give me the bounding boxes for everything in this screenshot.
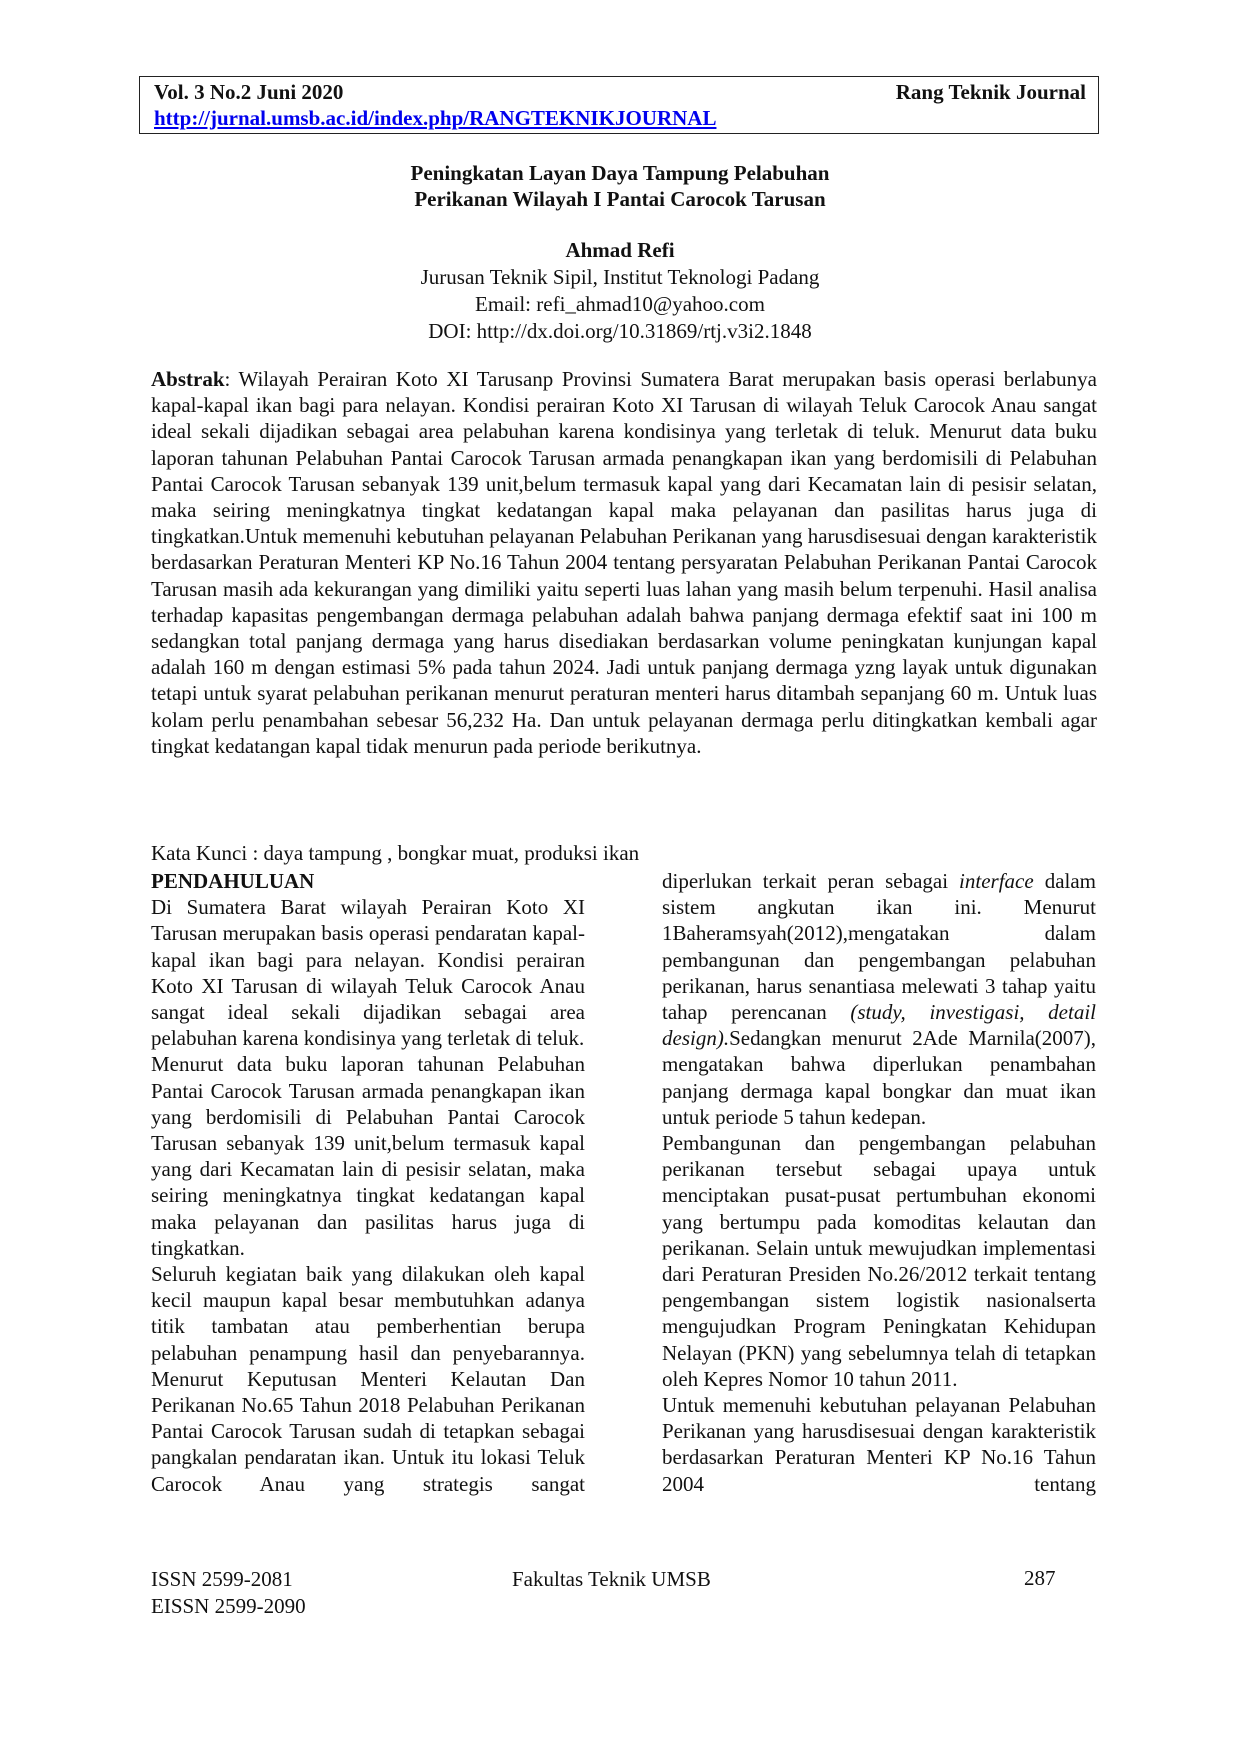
paper-title-line-1: Peningkatan Layan Daya Tampung Pelabuhan xyxy=(410,161,830,185)
keywords: Kata Kunci : daya tampung , bongkar muat, produksi ikan xyxy=(151,841,640,865)
author-affiliation: Jurusan Teknik Sipil, Institut Teknologi Padang xyxy=(420,265,820,289)
right-p1-part-c: Sedangkan menurut 2Ade Marnila(2007), mengatakan bahwa diperlukan penambahan panjang dermaga kapal bongkar dan muat ikan untuk periode 5 tahun kedepan. xyxy=(662,1026,1096,1129)
paper-title-line-2: Perikanan Wilayah I Pantai Carocok Tarusan xyxy=(414,187,826,211)
right-paragraph-1 xyxy=(662,868,1096,1130)
footer-eissn: EISSN 2599-2090 xyxy=(151,1594,306,1618)
author-name: Ahmad Refi xyxy=(565,238,675,262)
author-email: Email: refi_ahmad10@yahoo.com xyxy=(475,292,765,316)
right-paragraph-3: Untuk memenuhi kebutuhan pelayanan Pelabuhan Perikanan yang harusdisesuai dengan karakteristik berdasarkan Peraturan Menteri KP No.16 Tahun 2004 tentang xyxy=(662,1393,1096,1496)
journal-header xyxy=(139,76,1099,134)
right-column xyxy=(662,868,1096,1497)
left-paragraph-3: Seluruh kegiatan baik yang dilakukan oleh kapal kecil maupun kapal besar membutuhkan adanya titik tambatan atau pemberhentian berupa pelabuhan penampung hasil dan penyebarannya. Menurut Keputusan Menteri Kelautan Dan Perikanan No.65 Tahun 2018 Pelabuhan Perikanan Pantai Carocok Tarusan sudah di tetapkan sebagai pangkalan pendaratan ikan. Untuk itu lokasi Teluk Carocok Anau yang strategis sangat xyxy=(151,1262,585,1496)
page-number: 287 xyxy=(1024,1566,1056,1590)
left-column xyxy=(151,868,585,1497)
footer-issn: ISSN 2599-2081 xyxy=(151,1567,293,1591)
right-p1-italic: (study, investigasi, detail design). xyxy=(662,1000,1097,1051)
right-p1-part-a: diperlukan terkait peran sebagai xyxy=(662,869,960,893)
abstract-label: Abstrak xyxy=(151,367,225,391)
footer-faculty: Fakultas Teknik UMSB xyxy=(512,1567,711,1591)
right-p1-part-b: dalam sistem angkutan ikan ini. Menurut 1Baheramsyah(2012),mengatakan dalam pembangunan dan pengembangan pelabuhan perikanan, harus senantiasa melewati 3 tahap yaitu tahap perencanan xyxy=(662,869,1096,1025)
journal-url-link[interactable]: http://jurnal.umsb.ac.id/index.php/RANGTEKNIKJOURNAL xyxy=(154,106,717,130)
right-paragraph-2: Pembangunan dan pengembangan pelabuhan perikanan tersebut sebagai upaya untuk menciptakan pusat-pusat pertumbuhan ekonomi yang bertumpu pada komoditas kelautan dan perikanan. Selain untuk mewujudkan implementasi dari Peraturan Presiden No.26/2012 terkait tentang pengembangan sistem logistik nasionalserta mengujudkan Program Peningkatan Kehidupan Nelayan (PKN) yang sebelumnya telah di tetapkan oleh Kepres Nomor 10 tahun 2011. xyxy=(662,1131,1096,1391)
right-p1-interface: interface xyxy=(959,869,1034,893)
left-paragraph-1: Di Sumatera Barat wilayah Perairan Koto XI Tarusan merupakan basis operasi pendaratan kapal-kapal ikan bagi para nelayan. Kondisi perairan Koto XI Tarusan di wilayah Teluk Carocok Anau sangat ideal sekali dijadikan sebagai area pelabuhan karena kondisinya yang terletak di teluk. xyxy=(151,895,585,1051)
left-paragraph-2: Menurut data buku laporan tahunan Pelabuhan Pantai Carocok Tarusan armada penangkapan ikan yang berdomisili di Pelabuhan Pantai Carocok Tarusan sebanyak 139 unit,belum termasuk kapal yang dari Kecamatan lain di pesisir selatan, maka seiring meningkatnya tingkat kedatangan kapal maka pelayanan dan pasilitas harus juga di tingkatkan. xyxy=(151,1052,585,1260)
journal-volume: Vol. 3 No.2 Juni 2020 xyxy=(154,80,344,104)
paper-doi: DOI: http://dx.doi.org/10.31869/rtj.v3i2.1848 xyxy=(428,319,812,343)
abstract xyxy=(151,366,1097,759)
abstract-text: : Wilayah Perairan Koto XI Tarusanp Provinsi Sumatera Barat merupakan basis operasi berlabunya kapal-kapal ikan bagi para nelayan. Kondisi perairan Koto XI Tarusan di wilayah Teluk Carocok Anau sangat ideal sekali dijadikan sebagai area pelabuhan karena kondisinya yang terletak di teluk. Menurut data buku laporan tahunan Pelabuhan Pantai Carocok Tarusan armada penangkapan ikan yang berdomisili di Pelabuhan Pantai Carocok Tarusan sebanyak 139 unit,belum termasuk kapal yang dari Kecamatan lain di pesisir selatan, maka seiring meningkatnya tingkat kedatangan kapal maka pelayanan dan pasilitas harus juga di tingkatkan.Untuk memenuhi kebutuhan pelayanan Pelabuhan Perikanan yang harusdisesuai dengan karakteristik berdasarkan Peraturan Menteri KP No.16 Tahun 2004 tentang persyaratan Pelabuhan Perikanan Pantai Carocok Tarusan masih ada kekurangan yang dimiliki yaitu seperti luas lahan yang masih belum terpenuhi. Hasil analisa terhadap kapasitas pengembangan dermaga pelabuhan adalah bahwa panjang dermaga efektif saat ini 100 m sedangkan total panjang dermaga yang harus disediakan berdasarkan volume peningkatan kunjungan kapal adalah 160 m dengan estimasi 5% pada tahun 2024. Jadi untuk panjang dermaga yzng layak untuk digunakan tetapi untuk syarat pelabuhan perikanan menurut peraturan menteri harus ditambah sepanjang 60 m. Untuk luas kolam perlu penambahan sebesar 56,232 Ha. Dan untuk pelayanan dermaga perlu ditingkatkan kembali agar tingkat kedatangan kapal tidak menurun pada periode berikutnya. xyxy=(151,367,1097,758)
journal-name: Rang Teknik Journal xyxy=(895,80,1086,104)
section-heading-pendahuluan: PENDAHULUAN xyxy=(151,869,315,893)
